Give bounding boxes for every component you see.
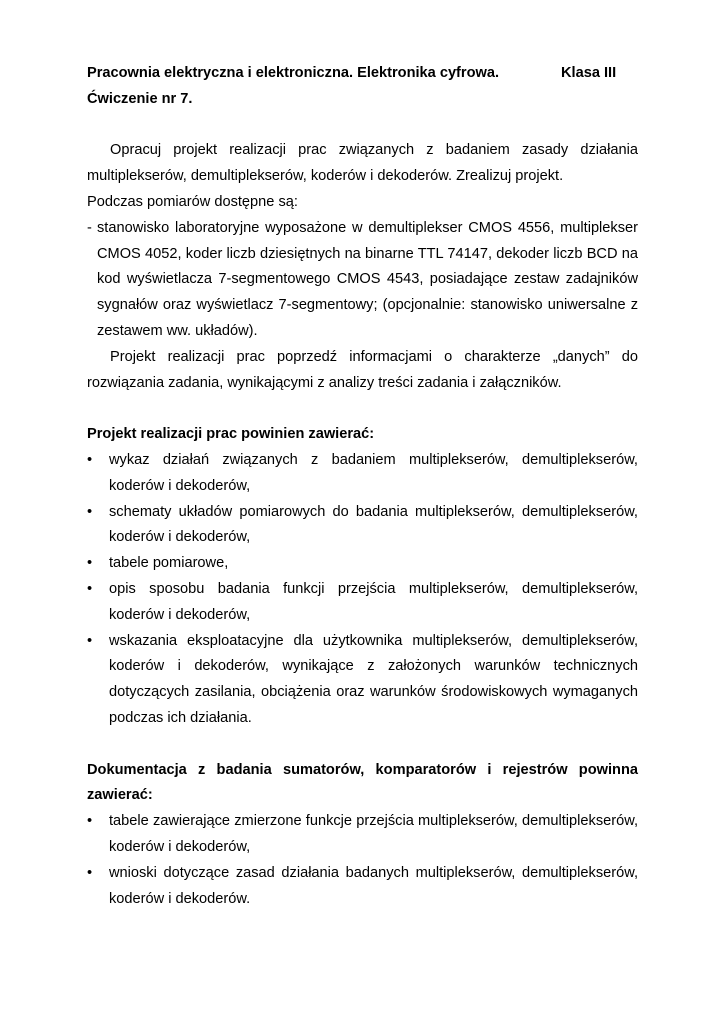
task-paragraph: Opracuj projekt realizacji prac związanych z badaniem zasady działania multiplekserów, demultiplekserów, koderów i dekoderów. Zrealizuj projekt. <box>87 142 638 185</box>
available-equipment-item <box>87 216 638 345</box>
bullet-icon: • <box>87 503 93 520</box>
document-title: Pracownia elektryczna i elektroniczna. Elektronika cyfrowa. <box>87 65 500 81</box>
document-header <box>87 61 638 87</box>
class-label: Klasa III <box>561 65 617 81</box>
list-item-text: tabele pomiarowe, <box>109 555 229 572</box>
note-paragraph: Projekt realizacji prac poprzedź informacjami o charakterze „danych” do rozwiązania zadania, wynikającymi z analizy treści zadania i załączników. <box>87 348 638 391</box>
bullet-icon: • <box>87 580 93 597</box>
list-item <box>87 809 638 861</box>
bullet-icon: • <box>87 451 93 468</box>
exercise-number: Ćwiczenie nr 7. <box>87 90 193 107</box>
bullet-icon: • <box>87 813 93 830</box>
available-equipment-text: stanowisko laboratoryjne wyposażone w demultiplekser CMOS 4556, multiplekser CMOS 4052, koder liczb dziesiętnych na binarne TTL 74147, dekoder liczb BCD na kod wyświetlacza 7-segmentowego CMOS 4543, posiadające zestaw zadajników sygnałów oraz wyświetlacz 7-segmentowy; (opcjonalnie: stanowisko uniwersalne z zestawem ww. układów). <box>97 219 638 339</box>
list-item <box>87 577 638 629</box>
list-item <box>87 551 638 577</box>
list-item-text: schematy układów pomiarowych do badania multiplekserów, demultiplekserów, koderów i dekoderów, <box>109 503 638 546</box>
bullet-icon: • <box>87 555 93 572</box>
list-item-text: tabele zawierające zmierzone funkcje przejścia multiplekserów, demultiplekserów, koderów i dekoderów, <box>109 813 638 855</box>
project-section-heading: Projekt realizacji prac powinien zawierać: <box>87 426 375 443</box>
list-item <box>87 861 638 913</box>
documentation-requirements-list <box>87 809 638 912</box>
bullet-icon: • <box>87 632 93 649</box>
spacer <box>87 113 638 139</box>
list-item-text: wskazania eksploatacyjne dla użytkownika multiplekserów, demultiplekserów, koderów i dekoderów, wynikające z założonych warunków technicznych dotyczących zasilania, obciążenia oraz warunków środowiskowych wymaganych podczas ich działania. <box>109 632 638 726</box>
documentation-section-heading: Dokumentacja z badania sumatorów, komparatorów i rejestrów powinna zawierać: <box>87 761 638 804</box>
spacer <box>87 396 638 422</box>
bullet-icon: • <box>87 864 93 881</box>
list-item <box>87 500 638 552</box>
dash-marker: - <box>87 219 92 236</box>
list-item-text: wnioski dotyczące zasad działania badanych multiplekserów, demultiplekserów, koderów i dekoderów. <box>109 864 638 907</box>
list-item-text: wykaz działań związanych z badaniem multiplekserów, demultiplekserów, koderów i dekoderów, <box>109 451 638 494</box>
list-item-text: opis sposobu badania funkcji przejścia multiplekserów, demultiplekserów, koderów i dekoderów, <box>109 580 638 623</box>
list-item <box>87 629 638 732</box>
spacer <box>87 732 638 758</box>
available-heading: Podczas pomiarów dostępne są: <box>87 193 298 210</box>
project-requirements-list <box>87 448 638 732</box>
list-item <box>87 448 638 500</box>
document-page <box>87 61 638 912</box>
